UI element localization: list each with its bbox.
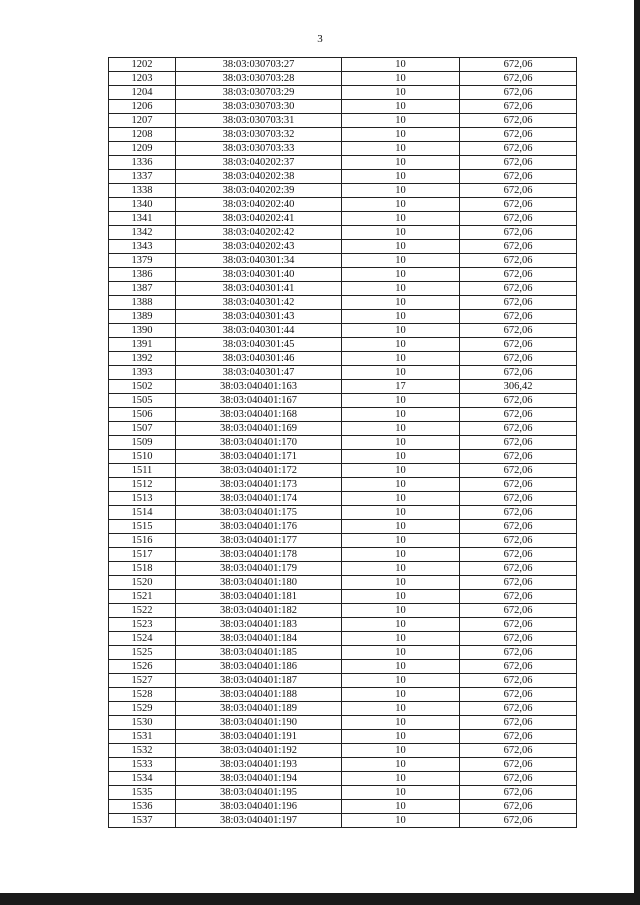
quantity-cell: 10 <box>342 170 460 184</box>
amount-cell: 672,06 <box>460 590 577 604</box>
amount-cell: 672,06 <box>460 296 577 310</box>
quantity-cell: 10 <box>342 506 460 520</box>
row-number-cell: 1513 <box>109 492 176 506</box>
cadastral-number-cell: 38:03:040301:42 <box>176 296 342 310</box>
row-number-cell: 1389 <box>109 310 176 324</box>
quantity-cell: 10 <box>342 212 460 226</box>
table-row <box>109 310 577 324</box>
quantity-cell: 10 <box>342 464 460 478</box>
row-number-cell: 1342 <box>109 226 176 240</box>
cadastral-number-cell: 38:03:030703:33 <box>176 142 342 156</box>
amount-cell: 672,06 <box>460 646 577 660</box>
quantity-cell: 10 <box>342 366 460 380</box>
quantity-cell: 10 <box>342 338 460 352</box>
quantity-cell: 10 <box>342 324 460 338</box>
row-number-cell: 1392 <box>109 352 176 366</box>
row-number-cell: 1512 <box>109 478 176 492</box>
table-row <box>109 366 577 380</box>
row-number-cell: 1514 <box>109 506 176 520</box>
cadastral-number-cell: 38:03:040401:184 <box>176 632 342 646</box>
cadastral-number-cell: 38:03:030703:29 <box>176 86 342 100</box>
quantity-cell: 10 <box>342 478 460 492</box>
quantity-cell: 10 <box>342 632 460 646</box>
cadastral-number-cell: 38:03:040401:179 <box>176 562 342 576</box>
amount-cell: 672,06 <box>460 324 577 338</box>
amount-cell: 672,06 <box>460 394 577 408</box>
quantity-cell: 10 <box>342 142 460 156</box>
amount-cell: 672,06 <box>460 352 577 366</box>
table-row <box>109 548 577 562</box>
quantity-cell: 10 <box>342 562 460 576</box>
table-row <box>109 590 577 604</box>
quantity-cell: 10 <box>342 702 460 716</box>
cadastral-number-cell: 38:03:040401:196 <box>176 800 342 814</box>
cadastral-number-cell: 38:03:040401:197 <box>176 814 342 828</box>
table-row <box>109 520 577 534</box>
table-row <box>109 170 577 184</box>
quantity-cell: 10 <box>342 674 460 688</box>
cadastral-number-cell: 38:03:040401:187 <box>176 674 342 688</box>
cadastral-number-cell: 38:03:040301:44 <box>176 324 342 338</box>
quantity-cell: 10 <box>342 716 460 730</box>
amount-cell: 672,06 <box>460 744 577 758</box>
quantity-cell: 10 <box>342 744 460 758</box>
quantity-cell: 10 <box>342 226 460 240</box>
table-row <box>109 562 577 576</box>
quantity-cell: 10 <box>342 450 460 464</box>
amount-cell: 672,06 <box>460 632 577 646</box>
table-row <box>109 632 577 646</box>
cadastral-number-cell: 38:03:040202:43 <box>176 240 342 254</box>
quantity-cell: 10 <box>342 198 460 212</box>
row-number-cell: 1505 <box>109 394 176 408</box>
amount-cell: 672,06 <box>460 618 577 632</box>
cadastral-number-cell: 38:03:040301:47 <box>176 366 342 380</box>
row-number-cell: 1506 <box>109 408 176 422</box>
row-number-cell: 1510 <box>109 450 176 464</box>
row-number-cell: 1387 <box>109 282 176 296</box>
amount-cell: 672,06 <box>460 58 577 72</box>
cadastral-number-cell: 38:03:040401:178 <box>176 548 342 562</box>
table-row <box>109 240 577 254</box>
data-table <box>108 57 577 828</box>
amount-cell: 672,06 <box>460 366 577 380</box>
cadastral-number-cell: 38:03:040401:163 <box>176 380 342 394</box>
cadastral-number-cell: 38:03:040401:182 <box>176 604 342 618</box>
table-row <box>109 324 577 338</box>
row-number-cell: 1511 <box>109 464 176 478</box>
row-number-cell: 1534 <box>109 772 176 786</box>
row-number-cell: 1518 <box>109 562 176 576</box>
amount-cell: 672,06 <box>460 716 577 730</box>
table-row <box>109 800 577 814</box>
cadastral-number-cell: 38:03:040401:193 <box>176 758 342 772</box>
cadastral-number-cell: 38:03:030703:30 <box>176 100 342 114</box>
amount-cell: 672,06 <box>460 128 577 142</box>
table-row <box>109 268 577 282</box>
quantity-cell: 10 <box>342 604 460 618</box>
quantity-cell: 10 <box>342 296 460 310</box>
quantity-cell: 10 <box>342 814 460 828</box>
amount-cell: 672,06 <box>460 142 577 156</box>
quantity-cell: 10 <box>342 772 460 786</box>
quantity-cell: 10 <box>342 618 460 632</box>
cadastral-number-cell: 38:03:040401:190 <box>176 716 342 730</box>
table-row <box>109 282 577 296</box>
row-number-cell: 1535 <box>109 786 176 800</box>
quantity-cell: 10 <box>342 730 460 744</box>
table-row <box>109 226 577 240</box>
amount-cell: 672,06 <box>460 254 577 268</box>
table-row <box>109 156 577 170</box>
row-number-cell: 1388 <box>109 296 176 310</box>
cadastral-number-cell: 38:03:040301:40 <box>176 268 342 282</box>
row-number-cell: 1208 <box>109 128 176 142</box>
cadastral-number-cell: 38:03:030703:32 <box>176 128 342 142</box>
table-row <box>109 212 577 226</box>
row-number-cell: 1507 <box>109 422 176 436</box>
cadastral-number-cell: 38:03:040401:181 <box>176 590 342 604</box>
table-row <box>109 436 577 450</box>
amount-cell: 672,06 <box>460 786 577 800</box>
table-row <box>109 394 577 408</box>
quantity-cell: 10 <box>342 548 460 562</box>
cadastral-number-cell: 38:03:040301:45 <box>176 338 342 352</box>
table-row <box>109 744 577 758</box>
amount-cell: 672,06 <box>460 520 577 534</box>
amount-cell: 672,06 <box>460 184 577 198</box>
row-number-cell: 1386 <box>109 268 176 282</box>
quantity-cell: 10 <box>342 758 460 772</box>
row-number-cell: 1526 <box>109 660 176 674</box>
row-number-cell: 1209 <box>109 142 176 156</box>
amount-cell: 672,06 <box>460 660 577 674</box>
row-number-cell: 1391 <box>109 338 176 352</box>
row-number-cell: 1379 <box>109 254 176 268</box>
quantity-cell: 10 <box>342 100 460 114</box>
table-row <box>109 86 577 100</box>
row-number-cell: 1527 <box>109 674 176 688</box>
cadastral-number-cell: 38:03:030703:27 <box>176 58 342 72</box>
quantity-cell: 10 <box>342 128 460 142</box>
amount-cell: 672,06 <box>460 800 577 814</box>
quantity-cell: 10 <box>342 660 460 674</box>
cadastral-number-cell: 38:03:040401:170 <box>176 436 342 450</box>
quantity-cell: 10 <box>342 268 460 282</box>
cadastral-number-cell: 38:03:040401:172 <box>176 464 342 478</box>
cadastral-number-cell: 38:03:040202:42 <box>176 226 342 240</box>
quantity-cell: 10 <box>342 394 460 408</box>
cadastral-number-cell: 38:03:040401:167 <box>176 394 342 408</box>
quantity-cell: 10 <box>342 352 460 366</box>
amount-cell: 672,06 <box>460 72 577 86</box>
table-row <box>109 604 577 618</box>
table-row <box>109 296 577 310</box>
amount-cell: 672,06 <box>460 226 577 240</box>
amount-cell: 672,06 <box>460 268 577 282</box>
cadastral-number-cell: 38:03:040401:176 <box>176 520 342 534</box>
cadastral-number-cell: 38:03:040401:183 <box>176 618 342 632</box>
row-number-cell: 1522 <box>109 604 176 618</box>
row-number-cell: 1336 <box>109 156 176 170</box>
quantity-cell: 10 <box>342 114 460 128</box>
amount-cell: 672,06 <box>460 576 577 590</box>
row-number-cell: 1521 <box>109 590 176 604</box>
amount-cell: 672,06 <box>460 674 577 688</box>
amount-cell: 672,06 <box>460 548 577 562</box>
amount-cell: 672,06 <box>460 212 577 226</box>
row-number-cell: 1393 <box>109 366 176 380</box>
quantity-cell: 10 <box>342 72 460 86</box>
cadastral-number-cell: 38:03:040401:177 <box>176 534 342 548</box>
cadastral-number-cell: 38:03:040301:34 <box>176 254 342 268</box>
cadastral-number-cell: 38:03:030703:31 <box>176 114 342 128</box>
quantity-cell: 10 <box>342 786 460 800</box>
row-number-cell: 1523 <box>109 618 176 632</box>
row-number-cell: 1207 <box>109 114 176 128</box>
cadastral-number-cell: 38:03:040202:37 <box>176 156 342 170</box>
table-row <box>109 506 577 520</box>
amount-cell: 672,06 <box>460 282 577 296</box>
row-number-cell: 1204 <box>109 86 176 100</box>
table-row <box>109 702 577 716</box>
quantity-cell: 10 <box>342 282 460 296</box>
amount-cell: 672,06 <box>460 478 577 492</box>
amount-cell: 672,06 <box>460 702 577 716</box>
row-number-cell: 1516 <box>109 534 176 548</box>
amount-cell: 672,06 <box>460 338 577 352</box>
amount-cell: 672,06 <box>460 198 577 212</box>
table-row <box>109 184 577 198</box>
amount-cell: 672,06 <box>460 688 577 702</box>
table-row <box>109 716 577 730</box>
quantity-cell: 10 <box>342 310 460 324</box>
cadastral-number-cell: 38:03:040202:41 <box>176 212 342 226</box>
amount-cell: 672,06 <box>460 240 577 254</box>
table-row <box>109 408 577 422</box>
cadastral-number-cell: 38:03:040401:180 <box>176 576 342 590</box>
page-number: 3 <box>317 33 323 45</box>
table-row <box>109 660 577 674</box>
cadastral-number-cell: 38:03:040301:41 <box>176 282 342 296</box>
table-row <box>109 758 577 772</box>
row-number-cell: 1337 <box>109 170 176 184</box>
row-number-cell: 1341 <box>109 212 176 226</box>
amount-cell: 672,06 <box>460 562 577 576</box>
row-number-cell: 1203 <box>109 72 176 86</box>
quantity-cell: 10 <box>342 156 460 170</box>
quantity-cell: 10 <box>342 576 460 590</box>
quantity-cell: 10 <box>342 688 460 702</box>
amount-cell: 672,06 <box>460 464 577 478</box>
table-row <box>109 142 577 156</box>
amount-cell: 672,06 <box>460 436 577 450</box>
row-number-cell: 1533 <box>109 758 176 772</box>
quantity-cell: 10 <box>342 240 460 254</box>
table-row <box>109 338 577 352</box>
amount-cell: 672,06 <box>460 100 577 114</box>
amount-cell: 672,06 <box>460 450 577 464</box>
row-number-cell: 1517 <box>109 548 176 562</box>
scan-edge-bottom <box>0 893 640 905</box>
table-row <box>109 72 577 86</box>
row-number-cell: 1529 <box>109 702 176 716</box>
row-number-cell: 1530 <box>109 716 176 730</box>
cadastral-number-cell: 38:03:040301:46 <box>176 352 342 366</box>
amount-cell: 672,06 <box>460 114 577 128</box>
table-row <box>109 576 577 590</box>
cadastral-number-cell: 38:03:040401:186 <box>176 660 342 674</box>
table-row <box>109 618 577 632</box>
row-number-cell: 1343 <box>109 240 176 254</box>
quantity-cell: 10 <box>342 492 460 506</box>
quantity-cell: 10 <box>342 58 460 72</box>
amount-cell: 672,06 <box>460 310 577 324</box>
table-row <box>109 730 577 744</box>
cadastral-number-cell: 38:03:040202:40 <box>176 198 342 212</box>
amount-cell: 672,06 <box>460 506 577 520</box>
amount-cell: 672,06 <box>460 156 577 170</box>
table-row <box>109 464 577 478</box>
amount-cell: 672,06 <box>460 604 577 618</box>
table-row <box>109 254 577 268</box>
amount-cell: 672,06 <box>460 86 577 100</box>
table-row <box>109 786 577 800</box>
quantity-cell: 10 <box>342 254 460 268</box>
table-row <box>109 114 577 128</box>
table-row <box>109 450 577 464</box>
cadastral-number-cell: 38:03:040401:169 <box>176 422 342 436</box>
row-number-cell: 1531 <box>109 730 176 744</box>
row-number-cell: 1502 <box>109 380 176 394</box>
table-row <box>109 198 577 212</box>
amount-cell: 672,06 <box>460 534 577 548</box>
cadastral-number-cell: 38:03:040301:43 <box>176 310 342 324</box>
row-number-cell: 1390 <box>109 324 176 338</box>
quantity-cell: 10 <box>342 534 460 548</box>
table-row <box>109 478 577 492</box>
quantity-cell: 10 <box>342 408 460 422</box>
row-number-cell: 1537 <box>109 814 176 828</box>
row-number-cell: 1528 <box>109 688 176 702</box>
amount-cell: 672,06 <box>460 408 577 422</box>
quantity-cell: 10 <box>342 436 460 450</box>
cadastral-number-cell: 38:03:030703:28 <box>176 72 342 86</box>
table-row <box>109 380 577 394</box>
row-number-cell: 1532 <box>109 744 176 758</box>
amount-cell: 672,06 <box>460 422 577 436</box>
table-row <box>109 814 577 828</box>
row-number-cell: 1524 <box>109 632 176 646</box>
quantity-cell: 10 <box>342 520 460 534</box>
cadastral-number-cell: 38:03:040401:175 <box>176 506 342 520</box>
row-number-cell: 1509 <box>109 436 176 450</box>
amount-cell: 672,06 <box>460 814 577 828</box>
table-row <box>109 128 577 142</box>
amount-cell: 672,06 <box>460 170 577 184</box>
table-row <box>109 688 577 702</box>
amount-cell: 672,06 <box>460 772 577 786</box>
quantity-cell: 10 <box>342 590 460 604</box>
amount-cell: 672,06 <box>460 758 577 772</box>
scan-edge-right <box>634 0 640 893</box>
cadastral-number-cell: 38:03:040202:39 <box>176 184 342 198</box>
table-row <box>109 534 577 548</box>
cadastral-number-cell: 38:03:040401:192 <box>176 744 342 758</box>
cadastral-number-cell: 38:03:040401:174 <box>176 492 342 506</box>
cadastral-number-cell: 38:03:040202:38 <box>176 170 342 184</box>
row-number-cell: 1338 <box>109 184 176 198</box>
cadastral-number-cell: 38:03:040401:188 <box>176 688 342 702</box>
row-number-cell: 1206 <box>109 100 176 114</box>
table-row <box>109 100 577 114</box>
cadastral-number-cell: 38:03:040401:185 <box>176 646 342 660</box>
row-number-cell: 1515 <box>109 520 176 534</box>
cadastral-number-cell: 38:03:040401:191 <box>176 730 342 744</box>
row-number-cell: 1525 <box>109 646 176 660</box>
quantity-cell: 10 <box>342 800 460 814</box>
amount-cell: 306,42 <box>460 380 577 394</box>
quantity-cell: 10 <box>342 184 460 198</box>
amount-cell: 672,06 <box>460 730 577 744</box>
cadastral-number-cell: 38:03:040401:173 <box>176 478 342 492</box>
row-number-cell: 1340 <box>109 198 176 212</box>
cadastral-number-cell: 38:03:040401:171 <box>176 450 342 464</box>
cadastral-number-cell: 38:03:040401:195 <box>176 786 342 800</box>
table-row <box>109 772 577 786</box>
table-body <box>109 58 577 828</box>
table-row <box>109 58 577 72</box>
table-row <box>109 492 577 506</box>
amount-cell: 672,06 <box>460 492 577 506</box>
quantity-cell: 10 <box>342 86 460 100</box>
quantity-cell: 10 <box>342 422 460 436</box>
cadastral-number-cell: 38:03:040401:168 <box>176 408 342 422</box>
table-row <box>109 422 577 436</box>
table-row <box>109 352 577 366</box>
table-row <box>109 646 577 660</box>
row-number-cell: 1202 <box>109 58 176 72</box>
cadastral-number-cell: 38:03:040401:189 <box>176 702 342 716</box>
row-number-cell: 1520 <box>109 576 176 590</box>
table-row <box>109 674 577 688</box>
quantity-cell: 17 <box>342 380 460 394</box>
quantity-cell: 10 <box>342 646 460 660</box>
row-number-cell: 1536 <box>109 800 176 814</box>
cadastral-number-cell: 38:03:040401:194 <box>176 772 342 786</box>
